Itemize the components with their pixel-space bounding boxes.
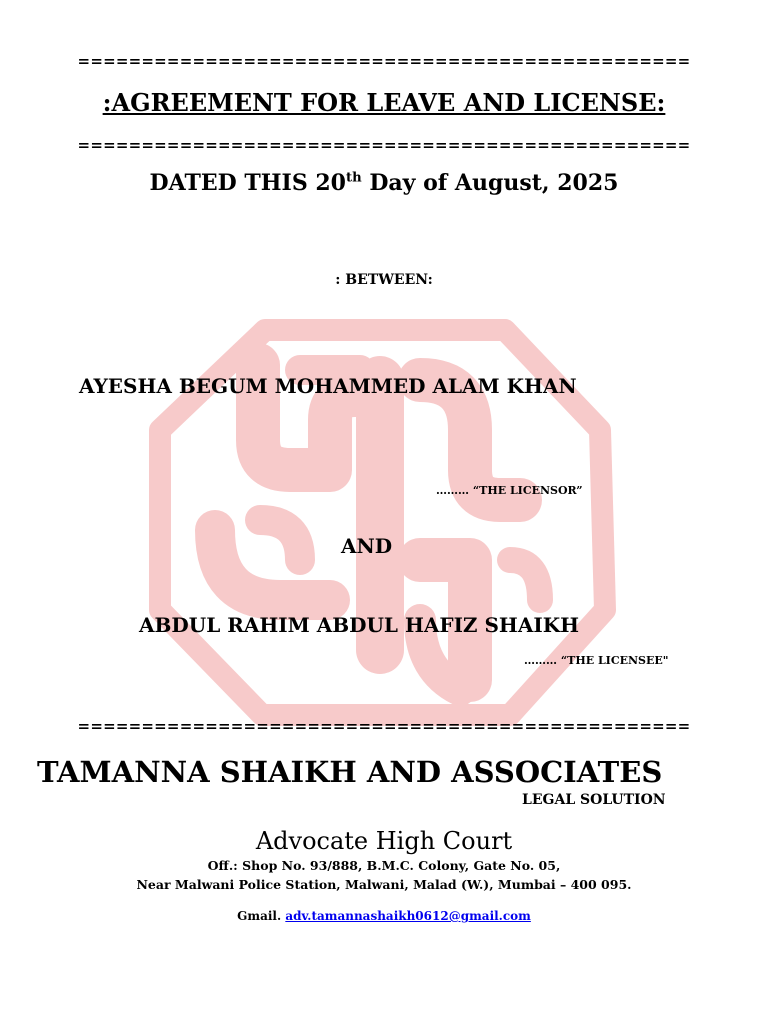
firm-address-line-1: Off.: Shop No. 93/888, B.M.C. Colony, Gate No. 05, bbox=[207, 858, 561, 873]
licensee-role: ……… “THE LICENSEE" bbox=[524, 654, 669, 667]
separator-rule-third: ================================================ bbox=[77, 717, 691, 735]
separator-rule-second: ================================================ bbox=[77, 136, 691, 154]
email-link[interactable]: adv.tamannashaikh0612@gmail.com bbox=[285, 909, 531, 923]
agreement-date bbox=[0, 170, 768, 196]
date-rest: Day of August, 2025 bbox=[361, 170, 619, 196]
date-prefix: DATED THIS 20 bbox=[149, 170, 346, 196]
licensee-name: ABDUL RAHIM ABDUL HAFIZ SHAIKH bbox=[139, 613, 579, 637]
firm-tagline: LEGAL SOLUTION bbox=[522, 792, 666, 808]
date-ordinal-suffix: th bbox=[345, 170, 362, 186]
separator-rule-top: ================================================ bbox=[77, 52, 691, 70]
licensor-role: ……… “THE LICENSOR” bbox=[436, 484, 583, 497]
licensor-name: AYESHA BEGUM MOHAMMED ALAM KHAN bbox=[79, 374, 577, 398]
agreement-title: :AGREEMENT FOR LEAVE AND LICENSE: bbox=[102, 88, 666, 117]
and-label: AND bbox=[341, 534, 393, 558]
firm-address-line-2: Near Malwani Police Station, Malwani, Malad (W.), Mumbai – 400 095. bbox=[136, 877, 632, 892]
between-label: : BETWEEN: bbox=[335, 272, 433, 288]
firm-name: TAMANNA SHAIKH AND ASSOCIATES bbox=[37, 755, 663, 789]
email-label: Gmail. bbox=[237, 909, 282, 923]
firm-email-line bbox=[0, 909, 768, 923]
firm-designation: Advocate High Court bbox=[255, 827, 513, 855]
